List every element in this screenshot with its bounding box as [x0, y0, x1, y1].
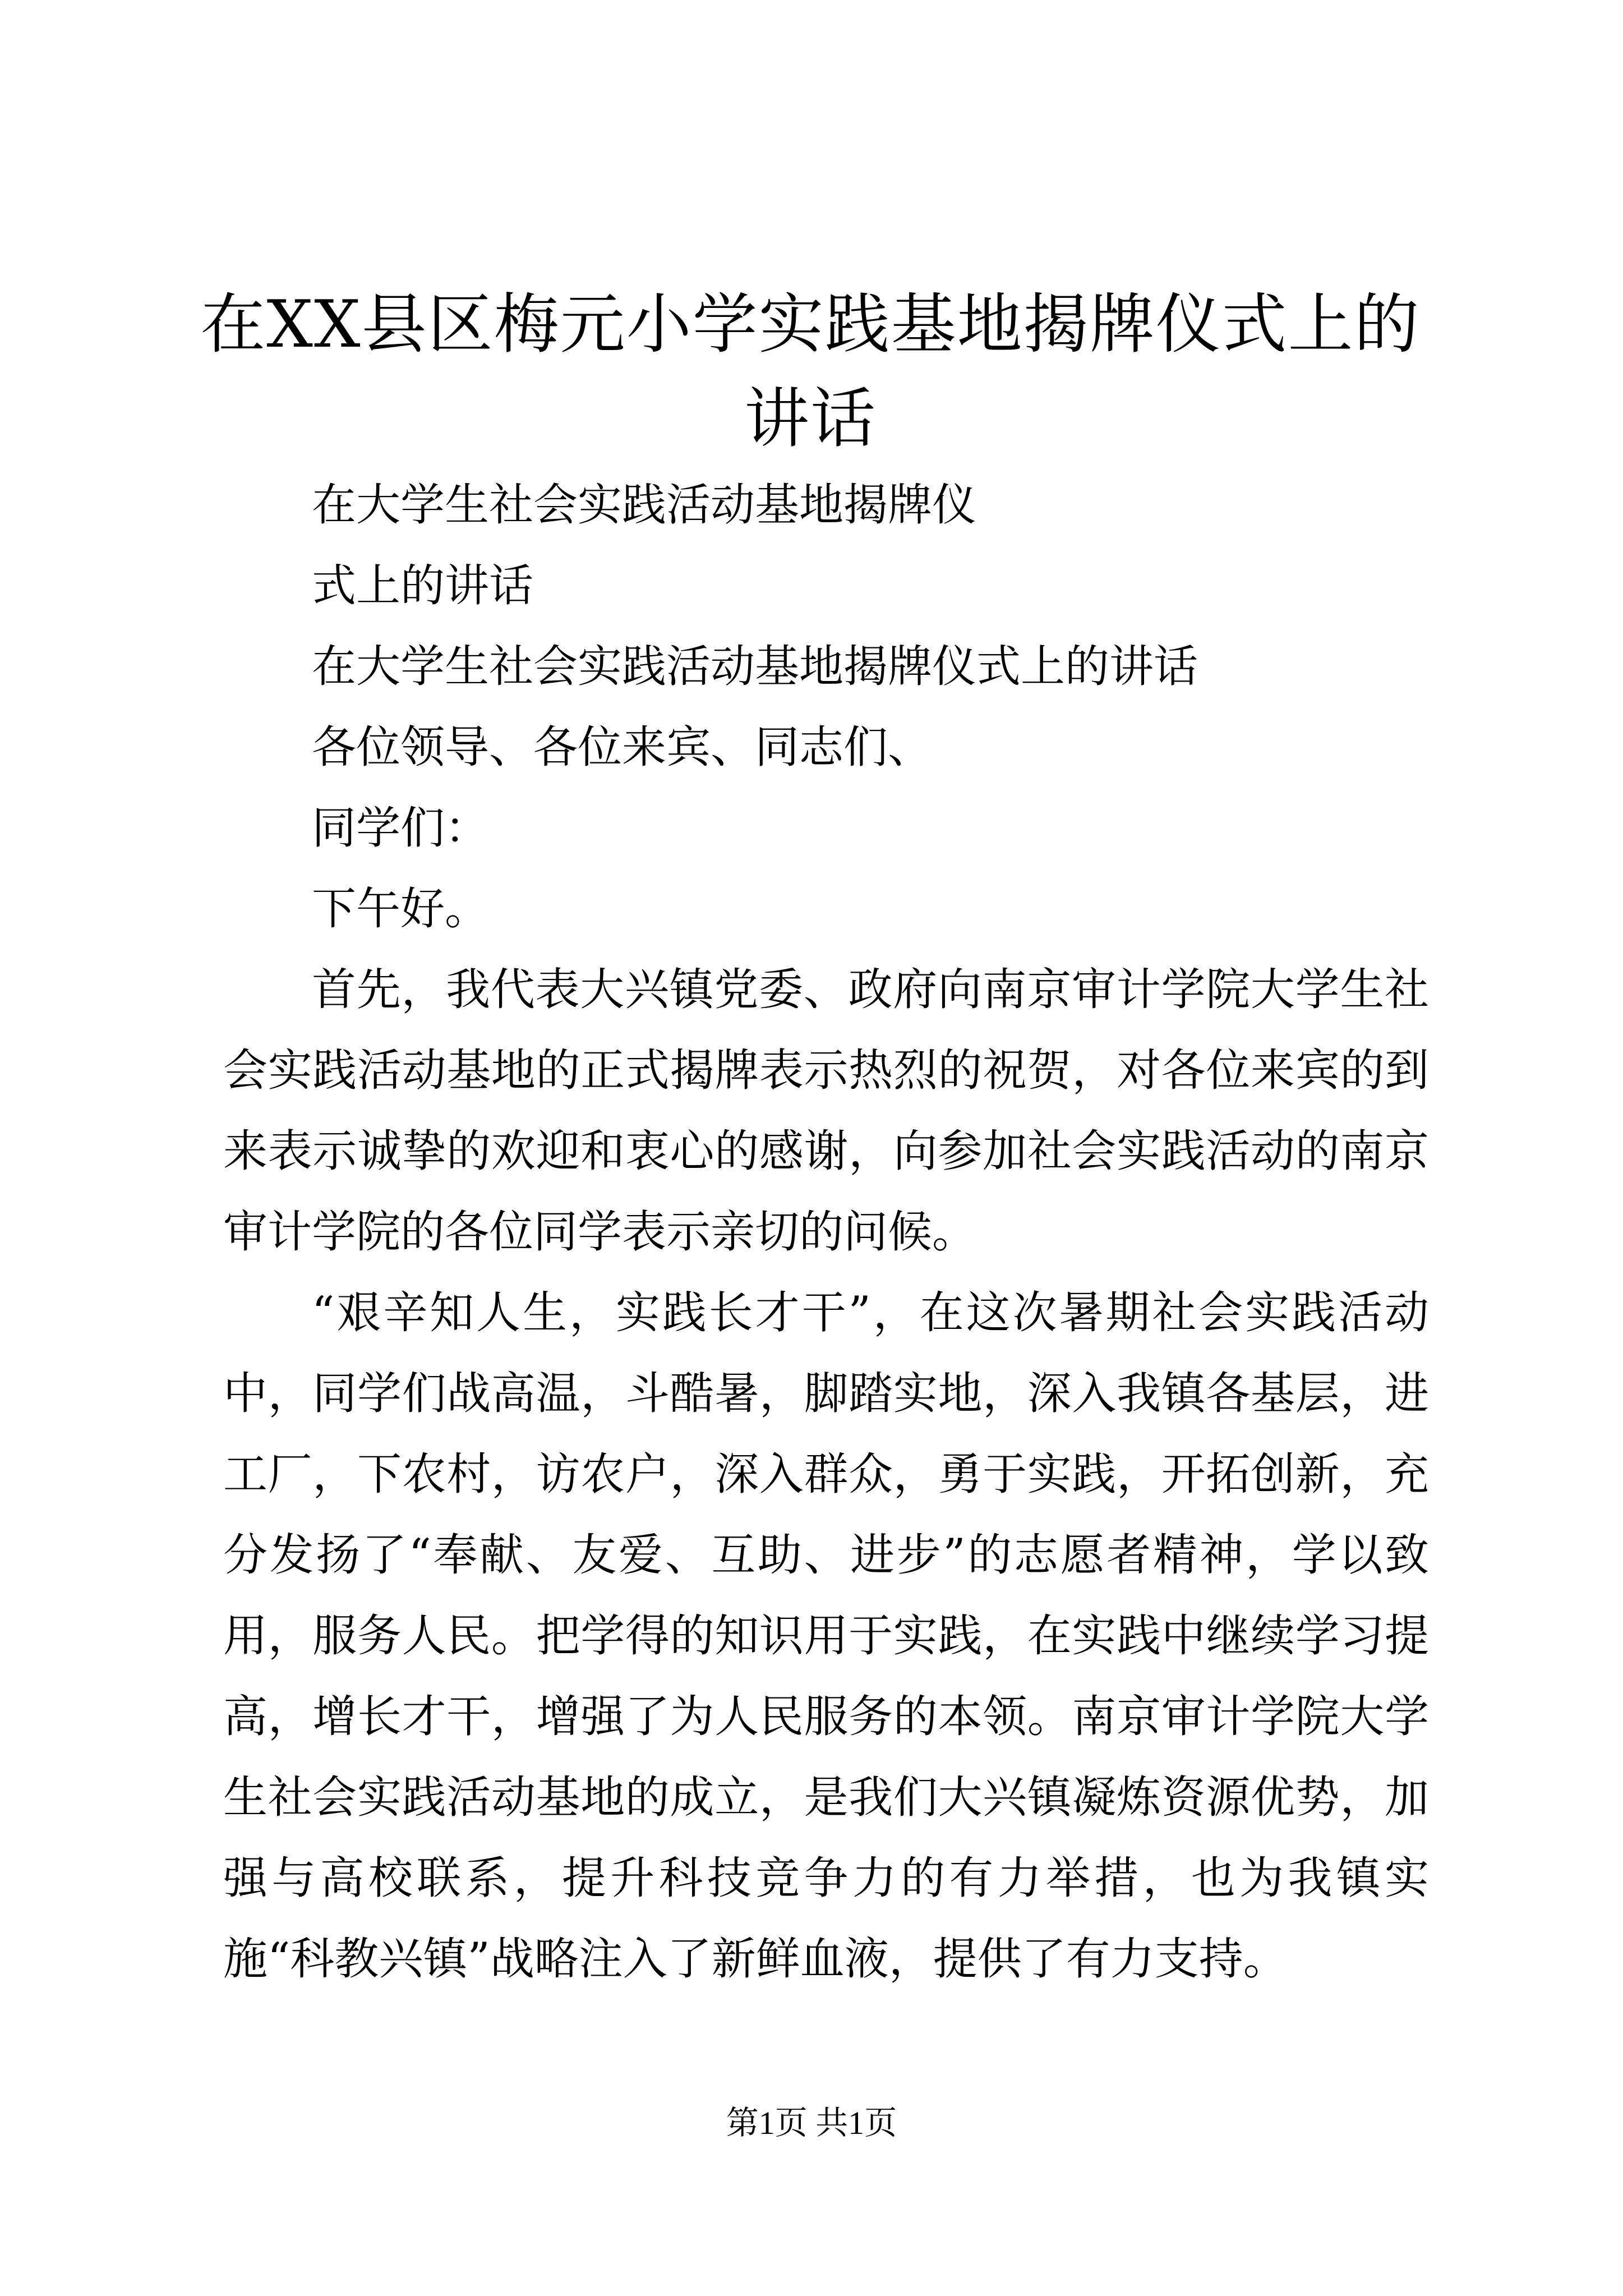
salutation: 同学们： — [312, 802, 489, 854]
greeting: 下午好。 — [312, 883, 489, 935]
document-body — [223, 464, 1429, 1999]
paragraph: 在大学生社会实践活动基地揭牌仪 — [312, 479, 976, 531]
paragraph: 式上的讲话 — [312, 560, 533, 611]
paragraph: 在大学生社会实践活动基地揭牌仪式上的讲话 — [312, 641, 1198, 692]
page-footer: 第1页 共1页 — [726, 2105, 897, 2141]
paragraph: 首先，我代表大兴镇党委、政府向南京审计学院大学生社会实践活动基地的正式揭牌表示热烈的祝贺，对各位来宾的到来表示诚挚的欢迎和衷心的感谢，向参加社会实践活动的南京审计学院的各位同学表示亲切的问候。 — [223, 964, 1429, 1258]
paragraph: “艰辛知人生，实践长才干”，在这次暑期社会实践活动中，同学们战高温，斗酷暑，脚踏实地，深入我镇各基层，进工厂，下农村，访农户，深入群众，勇于实践，开拓创新，充分发扬了“奉献、友爱、互助、进步”的志愿者精神，学以致用，服务人民。把学得的知识用于实践，在实践中继续学习提高，增长才干，增强了为人民服务的本领。南京审计学院大学生社会实践活动基地的成立，是我们大兴镇凝炼资源优势，加强与高校联系，提升科技竞争力的有力举措，也为我镇实施“科教兴镇”战略注入了新鲜血液，提供了有力支持。 — [223, 1287, 1429, 1985]
salutation: 各位领导、各位来宾、同志们、 — [312, 721, 932, 773]
document-title: 在XX县区梅元小学实践基地揭牌仪式上的讲话 — [200, 287, 1421, 457]
